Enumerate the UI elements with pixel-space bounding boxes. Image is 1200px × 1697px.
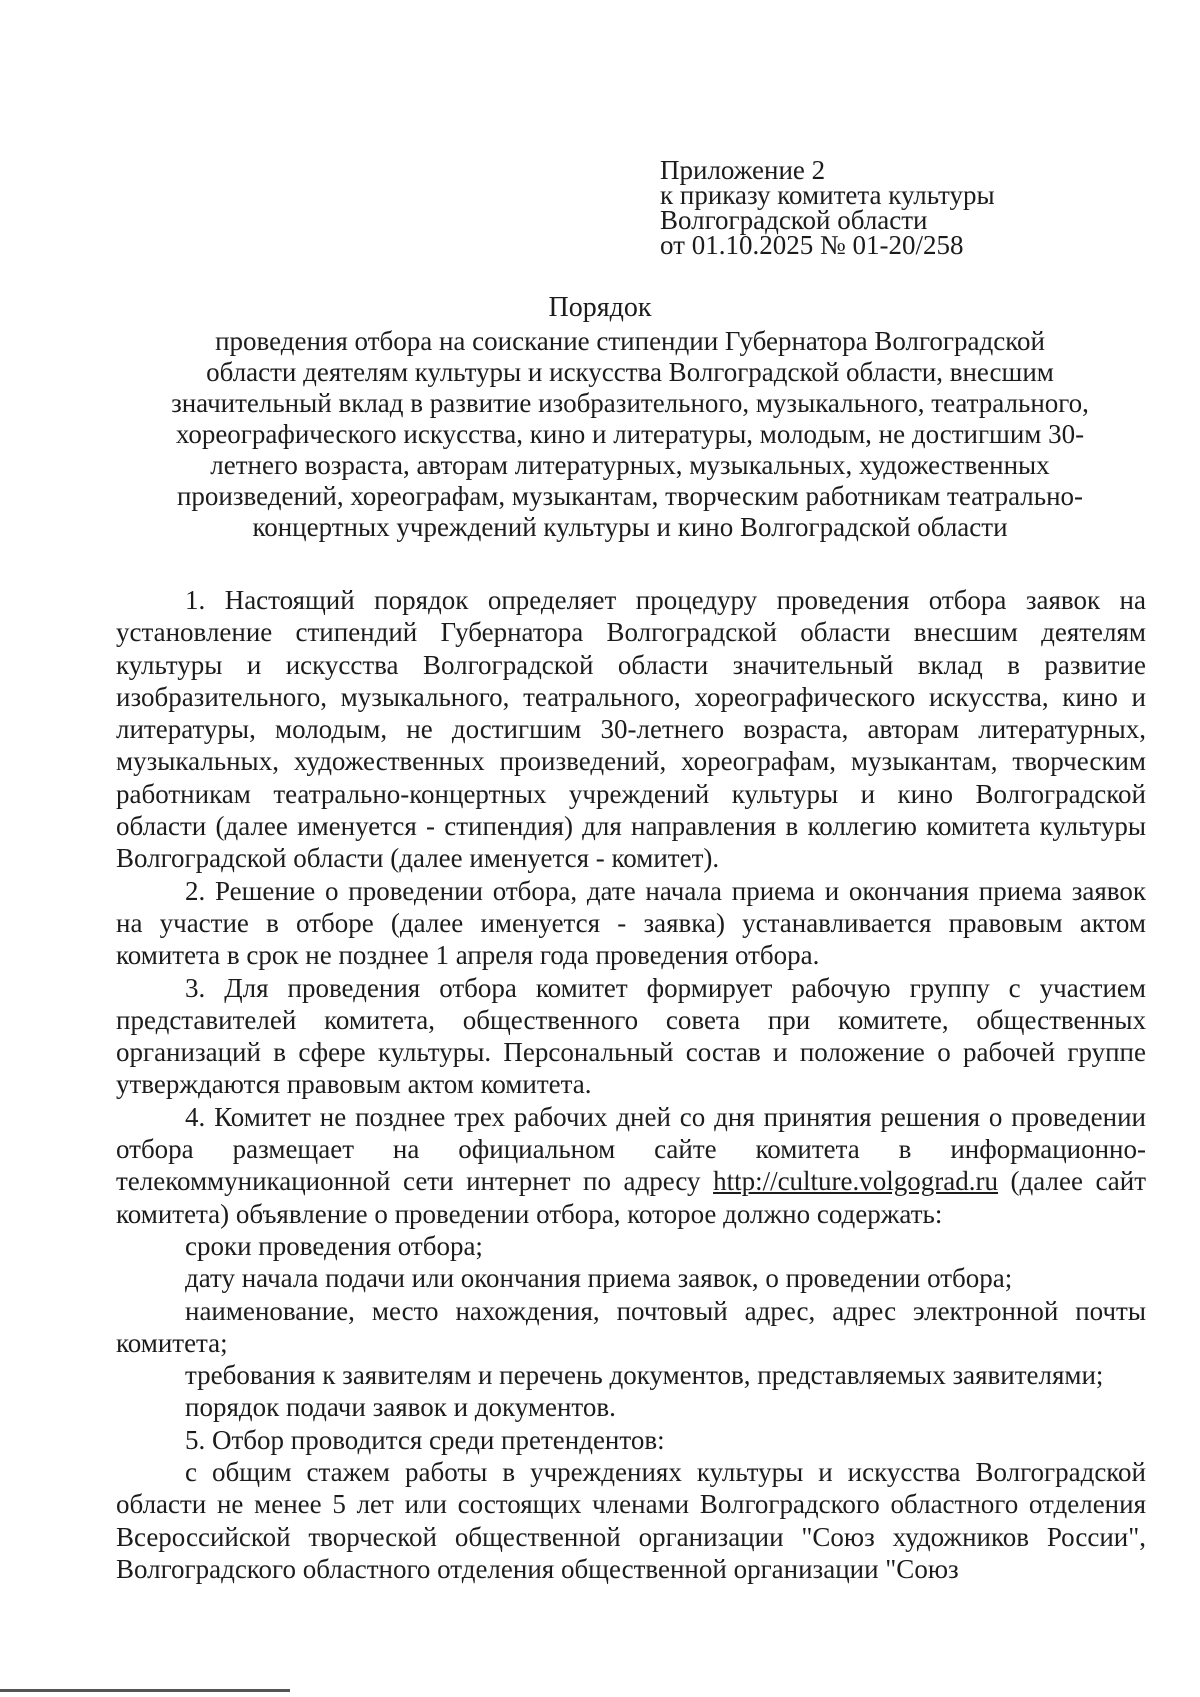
appendix-line-3: Волгоградской области	[660, 205, 928, 235]
paragraph-5-item-1: с общим стажем работы в учреждениях культуры и искусства Волгоградской области не менее 5 лет или состоящих членами Волгоградского областного отделения Всероссийской творческой общественной организации "Союз художников России", Волгоградского областного отделения общественной организации "Союз	[116, 1457, 1146, 1584]
appendix-line-1: Приложение 2	[660, 155, 826, 185]
subtitle-line: произведений, хореографам, музыкантам, творческим работникам театрально-	[176, 481, 1084, 511]
paragraph-1: 1. Настоящий порядок определяет процедуру проведения отбора заявок на установление стипендий Губернатора Волгоградской области внесшим деятелям культуры и искусства Волгоградской области значительный вклад в развитие изобразительного, музыкального, театрального, хореографического искусства, кино и литературы, молодым, не достигшим 30-летнего возраста, авторам литературных, музыкальных, художественных произведений, хореографам, музыкантам, творческим работникам театрально-концертных учреждений культуры и кино Волгоградской области (далее именуется - стипендия) для направления в коллегию комитета культуры Волгоградской области (далее именуется - комитет).	[116, 585, 1146, 874]
paragraph-4-text-before: 4. Комитет не позднее трех рабочих дней со дня принятия решения о проведении отбора размещает на официальном сайте комитета в информационно-телекоммуникационной сети интернет по адресу	[116, 1101, 1146, 1197]
culture-site-link[interactable]: http://culture.volgograd.ru	[713, 1166, 998, 1197]
subtitle-line: хореографического искусства, кино и литературы, молодым, не достигшим 30-	[175, 419, 1085, 449]
paragraph-2: 2. Решение о проведении отбора, дате начала приема и окончания приема заявок на участие в отборе (далее именуется - заявка) устанавливается правовым актом комитета в срок не позднее 1 апреля года проведения отбора.	[116, 875, 1146, 971]
list-item-contacts: наименование, место нахождения, почтовый адрес, адрес электронной почты комитета;	[116, 1295, 1146, 1358]
paragraph-3: 3. Для проведения отбора комитет формирует рабочую группу с участием представителей комитета, общественного совета при комитете, общественных организаций в сфере культуры. Персональный состав и положение о рабочей группе утверждаются правовым актом комитета.	[116, 972, 1146, 1100]
list-item-dates: дату начала подачи или окончания приема заявок, о проведении отбора;	[185, 1263, 1013, 1294]
document-subtitle	[150, 326, 1110, 543]
appendix-header	[660, 155, 995, 260]
list-item-deadlines: сроки проведения отбора;	[185, 1230, 483, 1261]
appendix-line-4: от 01.10.2025 № 01-20/258	[660, 230, 964, 260]
paragraph-4	[116, 1101, 1146, 1230]
subtitle-line: значительный вклад в развитие изобразительного, музыкального, театрального,	[171, 388, 1089, 418]
paragraph-5: 5. Отбор проводится среди претендентов:	[185, 1424, 665, 1455]
document-title: Порядок	[548, 292, 652, 323]
paragraph-4-text-after: (далее сайт комитета) объявление о проведении отбора, которое должно содержать:	[116, 1166, 1146, 1229]
subtitle-line: области деятелям культуры и искусства Волгоградской области, внесшим	[206, 357, 1054, 387]
list-item-procedure: порядок подачи заявок и документов.	[185, 1392, 616, 1423]
appendix-line-2: к приказу комитета культуры	[660, 180, 995, 210]
subtitle-line: концертных учреждений культуры и кино Волгоградской области	[252, 512, 1008, 542]
document-body	[116, 584, 1146, 1585]
subtitle-line: летнего возраста, авторам литературных, музыкальных, художественных	[210, 450, 1050, 480]
list-item-requirements: требования к заявителям и перечень документов, представляемых заявителями;	[185, 1360, 1104, 1391]
footer-divider	[0, 1689, 290, 1692]
subtitle-line: проведения отбора на соискание стипендии Губернатора Волгоградской	[215, 326, 1045, 356]
